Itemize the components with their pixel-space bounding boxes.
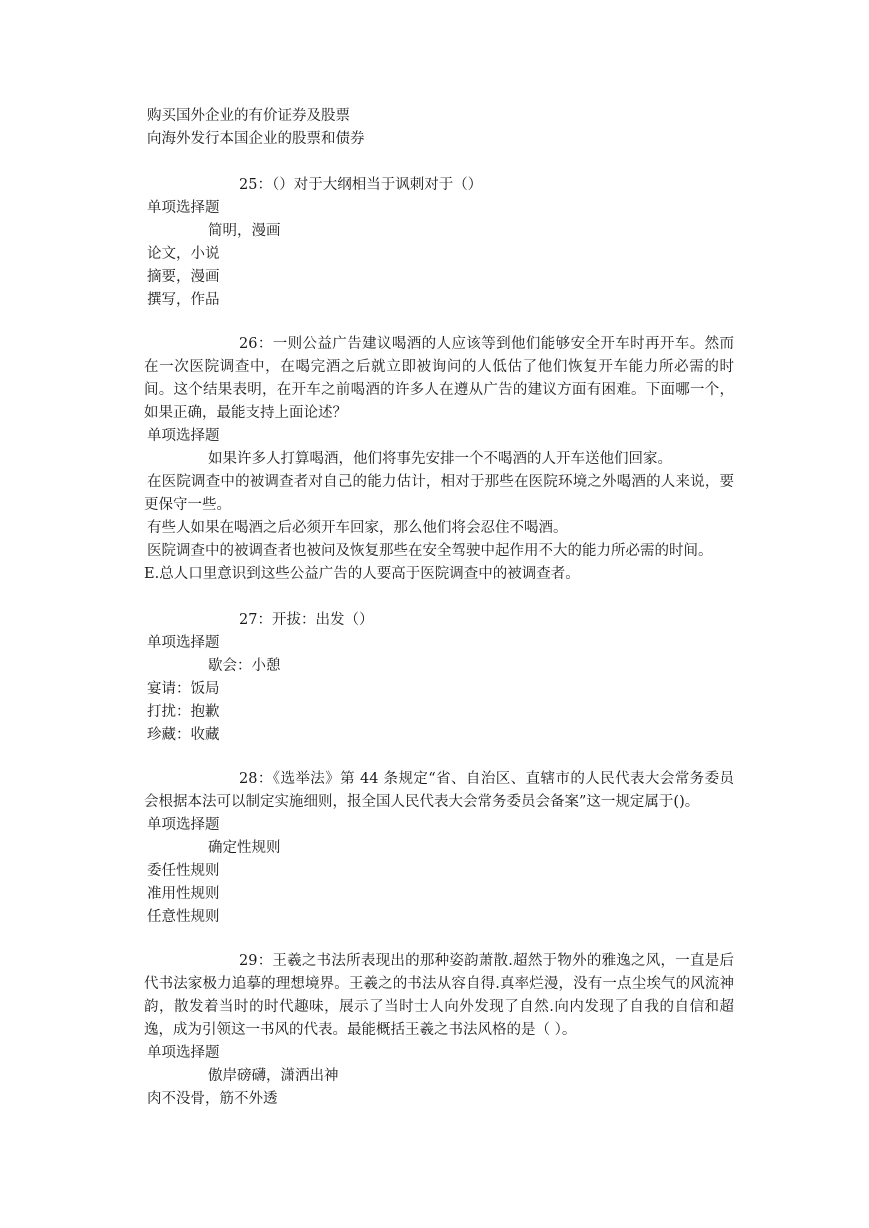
question-type-label: 单项选择题 (147, 817, 220, 833)
question-26-stem: 26：一则公益广告建议喝酒的人应该等到他们能够安全开车时再开车。然而在一次医院调查中，在喝完酒之后就立即被询问的人低估了他们恢复开车能力所必需的时间。这个结果表明，在开车之前喝酒的许多人在遵从广告的建议方面有困难。下面哪一个，如果正确，最能支持上面论述？ (144, 336, 734, 421)
option-text: 有些人如果在喝酒之后必须开车回家，那么他们将会忍住不喝酒。 (147, 520, 568, 536)
option-text: 傲岸磅礴，潇洒出神 (208, 1068, 339, 1084)
question-28-stem: 28：《选举法》第 44 条规定“省、自治区、直辖市的人民代表大会常务委员会根据本法可以制定实施细则，报全国人民代表大会常务委员会备案”这一规定属于()。 (144, 771, 734, 810)
option-text: 准用性规则 (147, 886, 220, 902)
question-type-label: 单项选择题 (147, 1045, 220, 1061)
question-type-label: 单项选择题 (147, 428, 220, 444)
question-29-stem: 29：王羲之书法所表现出的那种姿韵萧散.超然于物外的雅逸之风，一直是后代书法家极力追摹的理想境界。王羲之的书法从容自得.真率烂漫，没有一点尘埃气的风流神韵，散发着当时的时代趣味，展示了当时士人向外发现了自然.向内发现了自我的自信和超逸，成为引领这一书风的代表。最能概括王羲之书法风格的是（ ）。 (144, 953, 734, 1038)
option-text: E.总人口里意识到这些公益广告的人要高于医院调查中的被调查者。 (144, 566, 580, 582)
option-text: 歇会：小憩 (208, 658, 281, 674)
option-text: 肉不没骨，筋不外透 (147, 1091, 278, 1107)
question-25-stem: 25：（）对于大纲相当于讽刺对于（） (239, 177, 483, 193)
option-text: 打扰：抱歉 (147, 704, 220, 720)
question-27-stem: 27：开拔：出发（） (239, 612, 374, 628)
option-text: 在医院调查中的被调查者对自己的能力估计，相对于那些在医院环境之外喝酒的人来说，要更保守一些。 (144, 474, 734, 513)
option-text: 如果许多人打算喝酒，他们将事先安排一个不喝酒的人开车送他们回家。 (208, 451, 672, 467)
option-text: 任意性规则 (147, 909, 220, 925)
option-text: 确定性规则 (208, 840, 281, 856)
option-text: 撰写，作品 (147, 292, 220, 308)
option-text: 向海外发行本国企业的股票和债券 (147, 131, 365, 147)
option-text: 委任性规则 (147, 863, 220, 879)
question-type-label: 单项选择题 (147, 200, 220, 216)
option-text: 医院调查中的被调查者也被问及恢复那些在安全驾驶中起作用不大的能力所必需的时间。 (147, 543, 713, 559)
option-text: 宴请：饭局 (147, 681, 220, 697)
option-text: 简明，漫画 (208, 223, 281, 239)
option-text: 论文，小说 (147, 246, 220, 262)
option-text: 购买国外企业的有价证券及股票 (147, 108, 350, 124)
question-type-label: 单项选择题 (147, 635, 220, 651)
option-text: 摘要，漫画 (147, 269, 220, 285)
option-text: 珍藏：收藏 (147, 727, 220, 743)
